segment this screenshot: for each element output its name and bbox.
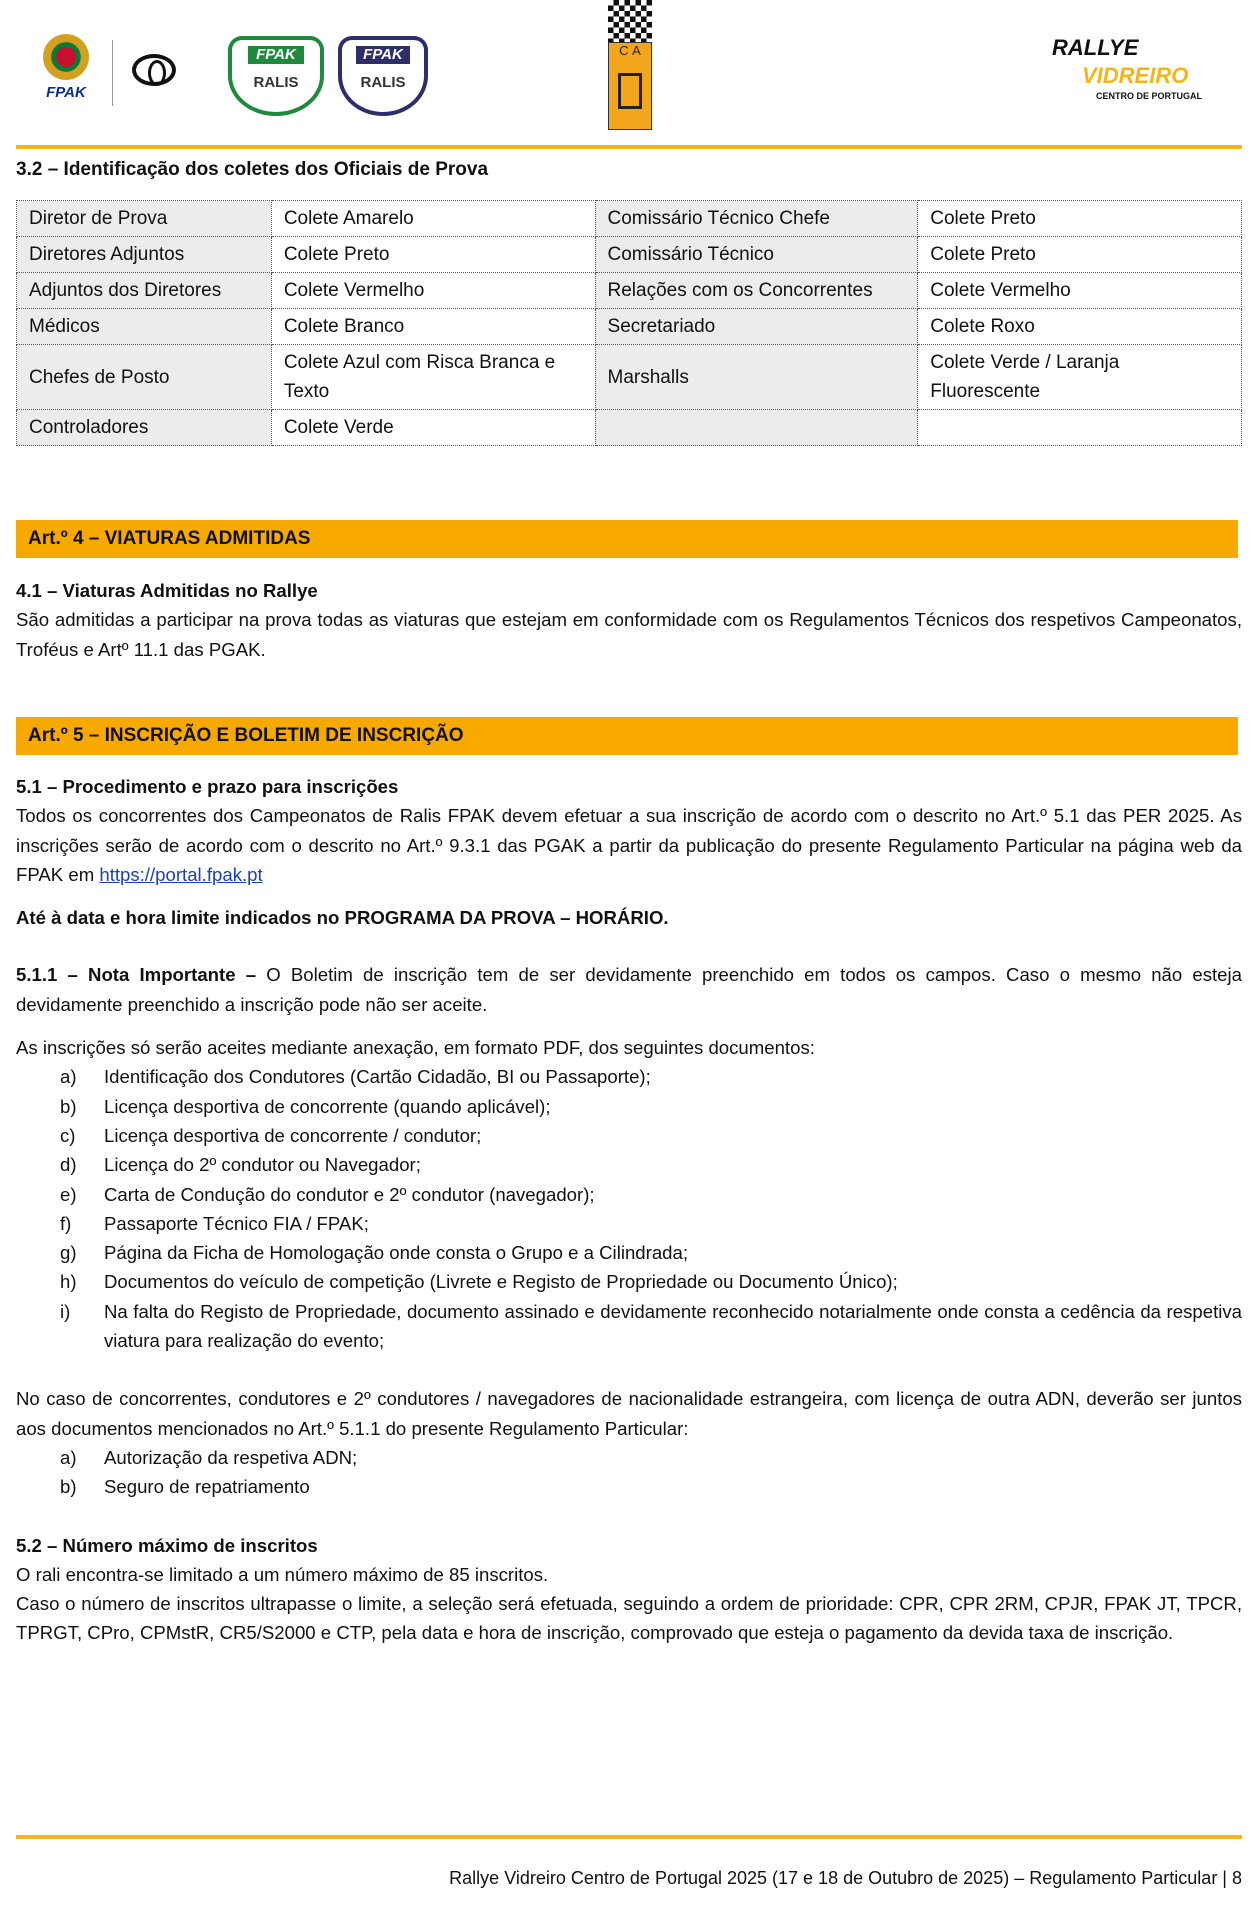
vest-color-cell [918,410,1242,446]
list-item [16,1209,1242,1238]
table-row [17,237,1242,273]
foreign-intro: No caso de concorrentes, condutores e 2º condutores / navegadores de nacionalidade estrangeira, com licença de outra ADN, deverão ser juntos aos documentos mencionados no Art.º 5.1.1 do presente Regulamento Particular: [16,1388,1242,1439]
note-5-1-1-title: 5.1.1 – Nota Importante – [16,964,257,986]
vest-color-cell: Colete Roxo [918,309,1242,345]
section-5-2-text-a: O rali encontra-se limitado a um número máximo de 85 inscritos. [16,1563,549,1585]
list-marker: i) [60,1300,71,1322]
list-item [16,1062,1242,1091]
list-marker: f) [60,1212,72,1234]
table-row [17,201,1242,237]
vest-color-cell: Colete Branco [271,309,595,345]
official-role-cell: Comissário Técnico Chefe [595,201,918,237]
official-role-cell: Comissário Técnico [595,237,918,273]
deadline-note: Até à data e hora limite indicados no PROGRAMA DA PROVA – HORÁRIO. [16,907,669,929]
list-item [16,1180,1242,1209]
list-marker: a) [60,1446,77,1468]
note-5-1-1 [16,960,1242,1019]
section-4-1-title: 4.1 – Viaturas Admitidas no Rallye [16,580,318,601]
official-role-cell: Médicos [17,309,272,345]
section-3-2-title: 3.2 – Identificação dos coletes dos Oficiais de Prova [16,159,489,180]
toyota-logo-icon [132,54,176,86]
art5-bar: Art.º 5 – INSCRIÇÃO E BOLETIM DE INSCRIÇÃO [16,717,1238,755]
table-row [17,410,1242,446]
vest-color-cell: Colete Amarelo [271,201,595,237]
vest-color-cell: Colete Preto [271,237,595,273]
list-item [16,1297,1242,1356]
rallye-vidreiro-logo: RALLYE VIDREIRO CENTRO DE PORTUGAL [1052,35,1203,101]
list-marker: d) [60,1154,77,1176]
art4-bar: Art.º 4 – VIATURAS ADMITIDAS [16,520,1238,558]
official-role-cell: Diretor de Prova [17,201,272,237]
page-header [0,0,1260,140]
art4-content [16,576,1242,664]
list-marker: b) [60,1476,77,1498]
list-marker: c) [60,1124,76,1146]
list-text: Autorização da respetiva ADN; [104,1446,358,1468]
list-marker: h) [60,1271,77,1293]
vest-color-cell: Colete Vermelho [271,273,595,309]
list-item [16,1121,1242,1150]
note-5-1-1-text: O Boletim de inscrição tem de ser devidamente preenchido em todos os campos. Caso o mesmo não esteja devidamente preenchido a inscrição pode não ser aceite. [16,964,1243,1015]
list-text: Licença do 2º condutor ou Navegador; [104,1154,421,1176]
vest-color-cell: Colete Verde [271,410,595,446]
cpr-promo-logo: FPAK RALIS [338,36,428,116]
official-role-cell: Chefes de Posto [17,345,272,410]
list-text: Na falta do Registo de Propriedade, documento assinado e devidamente reconhecido notarialmente onde consta a cedência da respetiva viatura para realização do evento; [104,1300,1242,1352]
foreign-list [16,1443,1242,1502]
list-text: Documentos do veículo de competição (Livrete e Registo de Propriedade ou Documento Único); [104,1271,898,1293]
official-role-cell: Controladores [17,410,272,446]
list-item [16,1267,1242,1296]
list-item [16,1092,1242,1121]
list-text: Licença desportiva de concorrente (quando aplicável); [104,1095,551,1117]
fpak-portal-link[interactable]: https://portal.fpak.pt [99,863,263,885]
list-text: Página da Ficha de Homologação onde consta o Grupo e a Cilindrada; [104,1242,689,1264]
vest-color-cell: Colete Verde / Laranja Fluorescente [918,345,1242,410]
official-role-cell [595,410,918,446]
vest-color-cell: Colete Preto [918,201,1242,237]
list-item [16,1238,1242,1267]
vest-color-cell: Colete Azul com Risca Branca e Texto [271,345,595,410]
list-text: Seguro de repatriamento [104,1476,310,1498]
docs-intro: As inscrições só serão aceites mediante anexação, em formato PDF, dos seguintes documentos: [16,1037,815,1059]
list-text: Carta de Condução do condutor e 2º condutor (navegador); [104,1183,595,1205]
official-role-cell: Relações com os Concorrentes [595,273,918,309]
fpak-logo: FPAK [36,34,96,114]
vest-table [16,200,1242,446]
official-role-cell: Marshalls [595,345,918,410]
footer-rule [16,1835,1242,1839]
list-text: Identificação dos Condutores (Cartão Cidadão, BI ou Passaporte); [104,1066,651,1088]
section-5-2-text-b: Caso o número de inscritos ultrapasse o limite, a seleção será efetuada, seguindo a ordem de prioridade: CPR, CPR 2RM, CPJR, FPAK JT, TPCR, TPRGT, CPro, CPMstR, CR5/S2000 e CTP, pela data e hora de inscrição, comprovado que esteja o pagamento da devida taxa de inscrição. [16,1593,1242,1644]
table-row [17,345,1242,410]
section-5-1-title: 5.1 – Procedimento e prazo para inscrições [16,776,399,797]
section-5-1-text [16,801,1242,889]
official-role-cell: Adjuntos dos Diretores [17,273,272,309]
docs-list [16,1062,1242,1355]
official-role-cell: Secretariado [595,309,918,345]
cpr-logo: FPAK RALIS [228,36,324,116]
list-marker: b) [60,1095,77,1117]
table-row [17,273,1242,309]
official-role-cell: Diretores Adjuntos [17,237,272,273]
list-marker: a) [60,1066,77,1088]
divider [112,40,113,106]
list-item [16,1150,1242,1179]
section-5-1-body: Todos os concorrentes dos Campeonatos de Ralis FPAK devem efetuar a sua inscrição de acordo com o descrito no Art.º 5.1 das PER 2025. As inscrições serão de acordo com o descrito no Art.º 9.3.1 das PGAK a partir da publicação do presente Regulamento Particular na página web da FPAK em [16,805,1242,885]
vest-color-cell: Colete Vermelho [918,273,1242,309]
table-row [17,309,1242,345]
list-text: Licença desportiva de concorrente / condutor; [104,1124,482,1146]
vest-color-cell: Colete Preto [918,237,1242,273]
list-text: Passaporte Técnico FIA / FPAK; [104,1212,369,1234]
ca-marinha-grande-logo: C A [608,0,652,130]
art5-content [16,772,1242,1648]
page-footer: Rallye Vidreiro Centro de Portugal 2025 (17 e 18 de Outubro de 2025) – Regulamento Particular | 8 [449,1868,1242,1888]
list-marker: g) [60,1242,77,1264]
header-rule [16,145,1242,149]
section-5-2-title: 5.2 – Número máximo de inscritos [16,1534,318,1556]
list-item [16,1443,1242,1472]
list-item [16,1472,1242,1501]
section-4-1-text: São admitidas a participar na prova todas as viaturas que estejam em conformidade com os Regulamentos Técnicos dos respetivos Campeonatos, Troféus e Artº 11.1 das PGAK. [16,609,1242,660]
list-marker: e) [60,1183,77,1205]
